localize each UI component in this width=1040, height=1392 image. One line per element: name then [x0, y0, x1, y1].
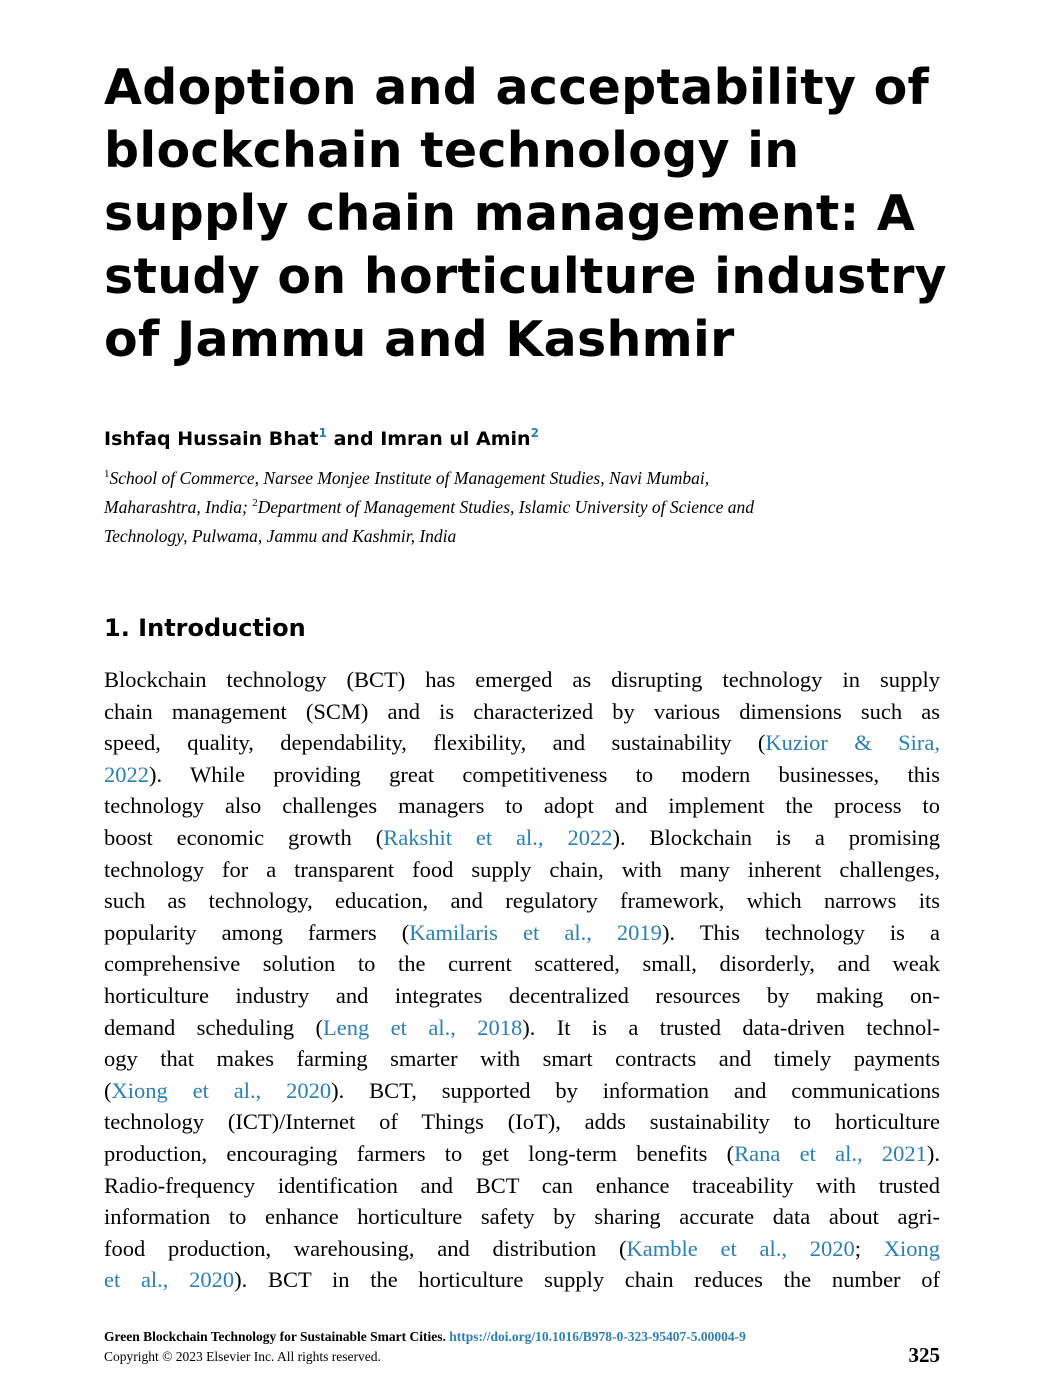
- affiliation-text: School of Commerce, Narsee Monjee Institute of Management Studies, Navi Mumbai,: [109, 468, 710, 488]
- body-text-segment: ;: [854, 1235, 884, 1261]
- citation-link[interactable]: et al., 2020: [104, 1267, 235, 1293]
- footer-citation-line: [104, 1327, 746, 1347]
- body-line: [104, 1106, 940, 1138]
- body-text-segment: horticulture industry and integrates decentralized resources by making on-: [104, 982, 940, 1008]
- affiliation-text: Maharashtra, India;: [104, 497, 253, 517]
- body-text-segment: (: [104, 1077, 112, 1103]
- body-text-segment: demand scheduling (: [104, 1014, 324, 1040]
- body-line: [104, 1264, 940, 1296]
- body-text-segment: ). It is a trusted data-driven technol-: [522, 1014, 940, 1040]
- body-text-segment: technology also challenges managers to adopt and implement the process to: [104, 793, 940, 819]
- body-text-segment: ). Blockchain is a promising: [612, 824, 940, 850]
- title-line: Adoption and acceptability of: [104, 59, 930, 116]
- body-line: [104, 696, 940, 728]
- body-paragraph: [104, 664, 940, 1296]
- book-title: Green Blockchain Technology for Sustainable Smart Cities.: [104, 1329, 446, 1344]
- body-line: [104, 854, 940, 886]
- body-text-segment: ). BCT in the horticulture supply chain reduces the number of: [234, 1267, 940, 1293]
- body-text-segment: popularity among farmers (: [104, 919, 410, 945]
- body-text-segment: such as technology, education, and regulatory framework, which narrows its: [104, 888, 940, 914]
- body-line: [104, 885, 940, 917]
- body-line: [104, 1233, 940, 1265]
- title-line: supply chain management: A: [104, 185, 916, 242]
- body-text-segment: Blockchain technology (BCT) has emerged as disrupting technology in supply: [104, 667, 940, 692]
- citation-link[interactable]: Xiong et al., 2020: [111, 1077, 332, 1103]
- citation-link[interactable]: 2022: [104, 761, 149, 787]
- body-text-segment: ). While providing great competitiveness to modern businesses, this: [149, 761, 940, 787]
- page-number: 325: [908, 1343, 940, 1367]
- body-line: [104, 790, 940, 822]
- citation-link[interactable]: Rana et al., 2021: [734, 1140, 927, 1166]
- author-name: Ishfaq Hussain Bhat: [104, 428, 319, 450]
- body-line: [104, 1138, 940, 1170]
- body-line: [104, 917, 940, 949]
- citation-link[interactable]: Leng et al., 2018: [323, 1014, 523, 1040]
- citation-link[interactable]: Kuzior & Sira,: [765, 730, 940, 756]
- body-text-segment: comprehensive solution to the current scattered, small, disorderly, and weak: [104, 951, 940, 977]
- author-connector: and: [327, 428, 381, 450]
- doi-link[interactable]: https://doi.org/10.1016/B978-0-323-95407-5.00004-9: [449, 1329, 746, 1344]
- affiliation-line: [104, 493, 940, 522]
- section-heading: 1. Introduction: [104, 614, 306, 642]
- citation-link[interactable]: Kamilaris et al., 2019: [409, 919, 662, 945]
- affiliations: [104, 464, 940, 551]
- author-list: [104, 428, 539, 450]
- body-text-segment: speed, quality, dependability, flexibility, and sustainability (: [104, 730, 766, 756]
- footer: [104, 1327, 746, 1367]
- body-text-segment: ).: [926, 1140, 940, 1166]
- title-line: study on horticulture industry: [104, 248, 947, 305]
- body-line: [104, 1201, 940, 1233]
- body-text-segment: ). This technology is a: [661, 919, 940, 945]
- body-line: [104, 1075, 940, 1107]
- body-line: [104, 822, 940, 854]
- copyright-notice: Copyright © 2023 Elsevier Inc. All rights reserved.: [104, 1349, 381, 1364]
- body-text-segment: ogy that makes farming smarter with smart contracts and timely payments: [104, 1046, 940, 1072]
- body-text-segment: information to enhance horticulture safety by sharing accurate data about agri-: [104, 1204, 940, 1230]
- affiliation-marker: 2: [252, 497, 258, 509]
- citation-link[interactable]: Rakshit et al., 2022: [383, 824, 613, 850]
- body-text-segment: technology for a transparent food supply chain, with many inherent challenges,: [104, 856, 940, 882]
- paper-title: [104, 56, 947, 371]
- affiliation-text: Department of Management Studies, Islamic University of Science and: [257, 497, 754, 517]
- body-line: [104, 1043, 940, 1075]
- affiliation-line: Technology, Pulwama, Jammu and Kashmir, India: [104, 526, 457, 546]
- title-line: of Jammu and Kashmir: [104, 311, 735, 368]
- author-affiliation-marker[interactable]: 2: [530, 426, 539, 440]
- author-name: Imran ul Amin: [380, 428, 531, 450]
- body-line: [104, 980, 940, 1012]
- body-line: [104, 727, 940, 759]
- title-line: blockchain technology in: [104, 122, 800, 179]
- body-text-segment: technology (ICT)/Internet of Things (IoT), adds sustainability to horticulture: [104, 1109, 940, 1135]
- affiliation-line: [104, 464, 940, 493]
- body-text-segment: production, encouraging farmers to get long-term benefits (: [104, 1140, 735, 1166]
- body-text-segment: ). BCT, supported by information and communications: [331, 1077, 940, 1103]
- citation-link[interactable]: Kamble et al., 2020: [626, 1235, 855, 1261]
- body-line: [104, 759, 940, 791]
- body-text-segment: chain management (SCM) and is characterized by various dimensions such as: [104, 698, 940, 724]
- citation-link[interactable]: Xiong: [883, 1235, 940, 1261]
- body-line: [104, 1012, 940, 1044]
- body-line: [104, 948, 940, 980]
- body-text-segment: food production, warehousing, and distribution (: [104, 1235, 627, 1261]
- body-line: [104, 1170, 940, 1202]
- body-line: [104, 664, 940, 696]
- author-affiliation-marker[interactable]: 1: [318, 426, 327, 440]
- affiliation-marker: 1: [104, 468, 110, 480]
- body-text-segment: boost economic growth (: [104, 824, 384, 850]
- body-text-segment: Radio-frequency identification and BCT can enhance traceability with trusted: [104, 1172, 940, 1198]
